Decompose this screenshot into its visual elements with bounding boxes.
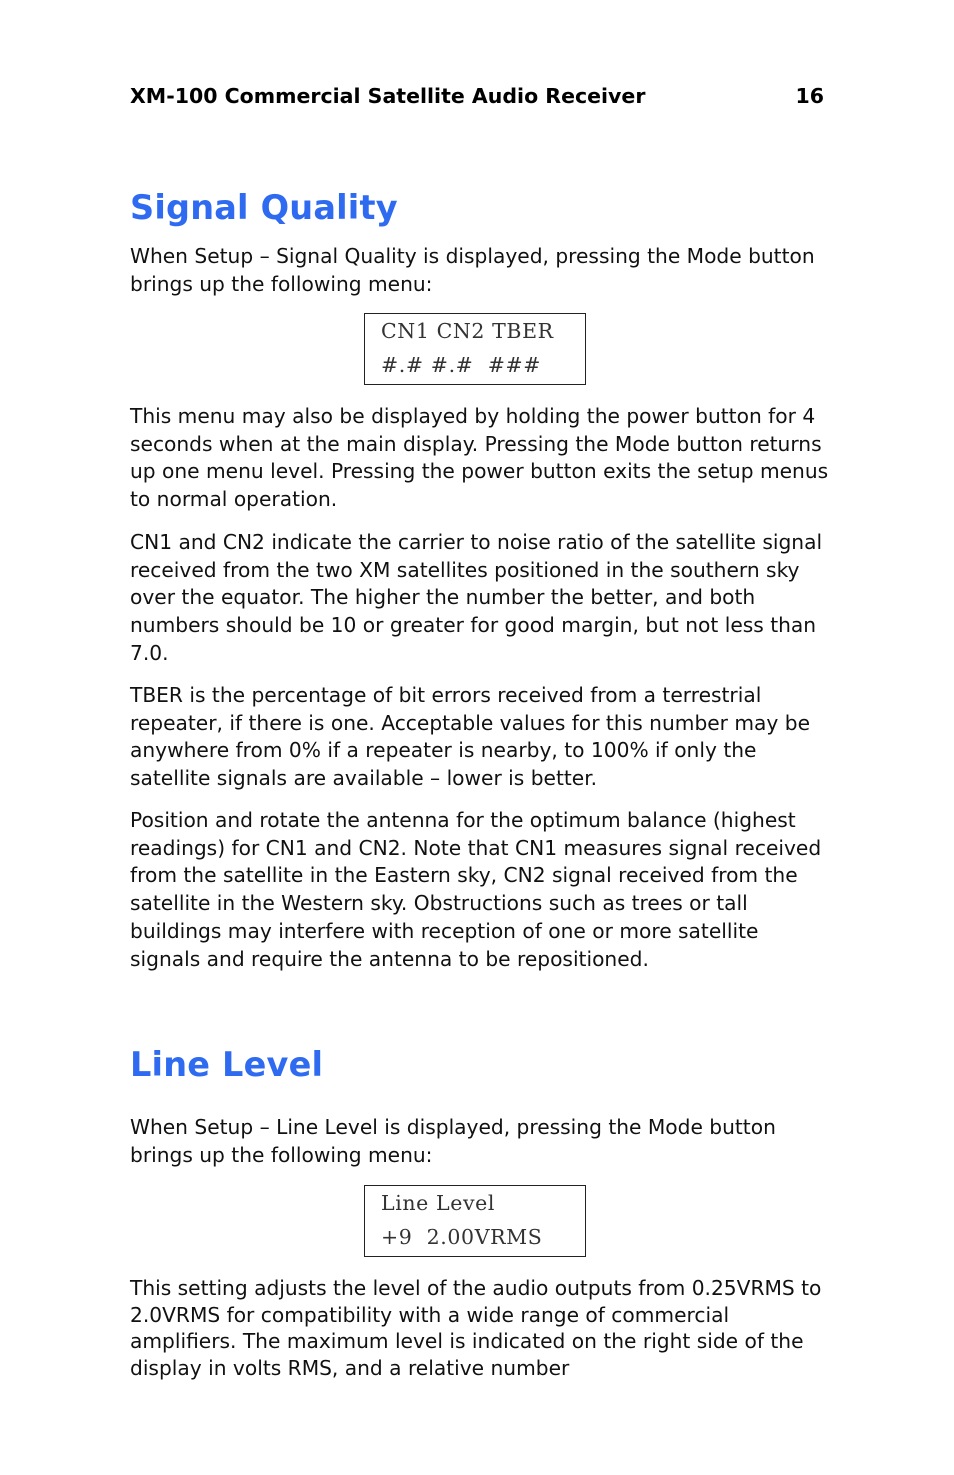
signal-quality-paragraph-2: CN1 and CN2 indicate the carrier to noise ratio of the satellite signal received from the two XM satellites positioned in the southern sky over the equator. The higher the number the better, and both numbers should be 10 or greater for good margin, but not less than 7.0. xyxy=(130,530,823,665)
section-heading-signal-quality: Signal Quality xyxy=(130,188,398,227)
signal-quality-intro: When Setup – Signal Quality is displayed, pressing the Mode button brings up the following menu: xyxy=(130,244,815,296)
running-header xyxy=(130,84,824,108)
display-line-1: CN1 CN2 TBER xyxy=(381,319,554,343)
display-line-1: Line Level xyxy=(381,1191,496,1215)
line-level-display xyxy=(364,1185,586,1257)
document-title: XM-100 Commercial Satellite Audio Receiver xyxy=(130,84,646,108)
page-number: 16 xyxy=(795,84,824,108)
signal-quality-paragraph-1: This menu may also be displayed by holding the power button for 4 seconds when at the main display. Pressing the Mode button returns up one menu level. Pressing the power button exits the setup menus to normal operation. xyxy=(130,404,829,512)
section-heading-line-level: Line Level xyxy=(130,1045,324,1084)
display-line-2: #.# #.# ### xyxy=(381,353,542,377)
signal-quality-paragraph-4: Position and rotate the antenna for the optimum balance (highest readings) for CN1 and CN2. Note that CN1 measures signal received from the satellite in the Eastern sky, CN2 signal received from the satellite in the Western sky. Obstructions such as trees or tall buildings may interfere with reception of one or more satellite signals and require the antenna to be repositioned. xyxy=(130,808,822,971)
line-level-intro: When Setup – Line Level is displayed, pressing the Mode button brings up the following menu: xyxy=(130,1115,776,1167)
signal-quality-display xyxy=(364,313,586,385)
signal-quality-paragraph-3: TBER is the percentage of bit errors received from a terrestrial repeater, if there is one. Acceptable values for this number may be anywhere from 0% if a repeater is nearby, to 100% if only the satellite signals are available – lower is better. xyxy=(130,683,811,791)
display-line-2: +9 2.00VRMS xyxy=(381,1225,543,1249)
line-level-paragraph-1: This setting adjusts the level of the audio outputs from 0.25VRMS to 2.0VRMS for compatibility with a wide range of commercial amplifiers. The maximum level is indicated on the right side of the display in volts RMS, and a relative number xyxy=(130,1276,822,1380)
